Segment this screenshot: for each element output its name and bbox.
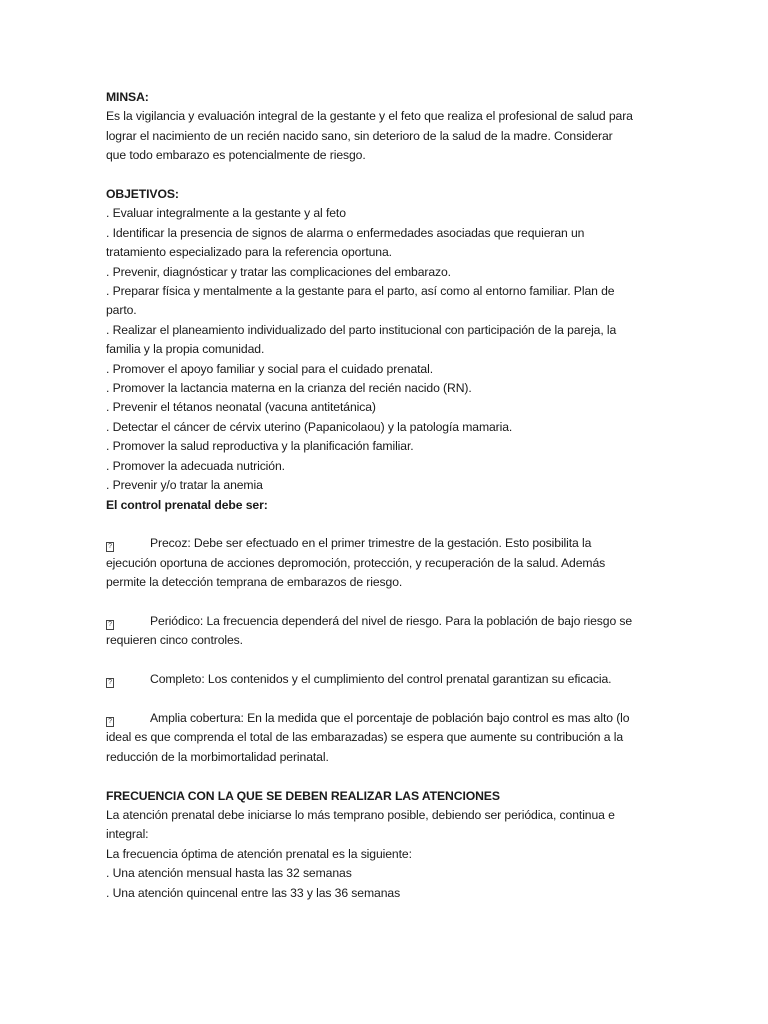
list-item: . Realizar el planeamiento individualizado del parto institucional con participación de la pareja, la bbox=[106, 322, 617, 337]
list-item: parto. bbox=[106, 303, 137, 318]
list-item: . Evaluar integralmente a la gestante y al feto bbox=[106, 206, 346, 221]
control-heading: El control prenatal debe ser: bbox=[106, 497, 268, 512]
list-item: . Una atención quincenal entre las 33 y las 36 semanas bbox=[106, 885, 401, 900]
bullet-text: Periódico: La frecuencia dependerá del nivel de riesgo. Para la población de bajo riesgo se bbox=[150, 613, 633, 628]
spacer bbox=[106, 166, 666, 185]
bullet-paragraph-completo bbox=[106, 670, 666, 689]
paragraph-line: lograr el nacimiento de un recién nacido sano, sin deterioro de la salud de la madre. Considerar bbox=[106, 128, 613, 143]
objetivos-list bbox=[106, 204, 666, 495]
missing-glyph-icon: ? bbox=[106, 717, 114, 727]
bullet-text: Amplia cobertura: En la medida que el porcentaje de población bajo control es mas alto (lo bbox=[150, 710, 630, 725]
spacer bbox=[106, 515, 666, 534]
minsa-paragraph bbox=[106, 107, 666, 165]
list-item: . Promover la lactancia materna en la crianza del recién nacido (RN). bbox=[106, 381, 472, 396]
list-item: . Promover la salud reproductiva y la planificación familiar. bbox=[106, 439, 414, 454]
paragraph-line: ideal es que comprenda el total de las embarazadas) se espera que aumente su contribución a la bbox=[106, 730, 624, 745]
paragraph-line: Es la vigilancia y evaluación integral de la gestante y el feto que realiza el profesional de salud para bbox=[106, 109, 633, 124]
paragraph-line bbox=[106, 534, 666, 553]
paragraph-line bbox=[106, 670, 666, 689]
spacer bbox=[106, 593, 666, 612]
missing-glyph-icon: ? bbox=[106, 678, 114, 688]
bullet-paragraph-periodico bbox=[106, 612, 666, 651]
frecuencia-paragraph bbox=[106, 806, 666, 903]
bullet-text: Completo: Los contenidos y el cumplimiento del control prenatal garantizan su eficacia. bbox=[150, 672, 612, 687]
spacer bbox=[106, 651, 666, 670]
list-item: . Detectar el cáncer de cérvix uterino (Papanicolaou) y la patología mamaria. bbox=[106, 419, 513, 434]
bullet-text: Precoz: Debe ser efectuado en el primer trimestre de la gestación. Esto posibilita la bbox=[150, 536, 592, 551]
spacer bbox=[106, 767, 666, 786]
list-item: . Preparar física y mentalmente a la gestante para el parto, así como al entorno familiar. Plan de bbox=[106, 284, 615, 299]
list-item: familia y la propia comunidad. bbox=[106, 342, 265, 357]
list-item: . Prevenir y/o tratar la anemia bbox=[106, 478, 263, 493]
list-item: . Promover el apoyo familiar y social para el cuidado prenatal. bbox=[106, 361, 433, 376]
list-item: . Identificar la presencia de signos de alarma o enfermedades asociadas que requieran un bbox=[106, 225, 585, 240]
paragraph-line: La frecuencia óptima de atención prenatal es la siguiente: bbox=[106, 846, 412, 861]
list-item: . Prevenir, diagnósticar y tratar las complicaciones del embarazo. bbox=[106, 264, 451, 279]
paragraph-line: permite la detección temprana de embarazos de riesgo. bbox=[106, 575, 403, 590]
paragraph-line: reducción de la morbimortalidad perinatal. bbox=[106, 749, 329, 764]
list-item: . Prevenir el tétanos neonatal (vacuna antitetánica) bbox=[106, 400, 376, 415]
paragraph-line: ejecución oportuna de acciones depromoción, protección, y recuperación de la salud. Además bbox=[106, 555, 606, 570]
missing-glyph-icon: ? bbox=[106, 620, 114, 630]
paragraph-line: requieren cinco controles. bbox=[106, 633, 243, 648]
minsa-heading: MINSA: bbox=[106, 90, 149, 104]
bullet-paragraph-cobertura bbox=[106, 709, 666, 767]
frecuencia-heading: FRECUENCIA CON LA QUE SE DEBEN REALIZAR LAS ATENCIONES bbox=[106, 788, 500, 803]
list-item: tratamiento especializado para la referencia oportuna. bbox=[106, 245, 392, 260]
paragraph-line: integral: bbox=[106, 827, 149, 842]
paragraph-line bbox=[106, 709, 666, 728]
bullet-paragraph-precoz bbox=[106, 534, 666, 592]
spacer bbox=[106, 690, 666, 709]
list-item: . Una atención mensual hasta las 32 semanas bbox=[106, 866, 352, 881]
missing-glyph-icon: ? bbox=[106, 542, 114, 552]
paragraph-line: que todo embarazo es potencialmente de riesgo. bbox=[106, 148, 366, 163]
paragraph-line: La atención prenatal debe iniciarse lo más temprano posible, debiendo ser periódica, continua e bbox=[106, 807, 615, 822]
list-item: . Promover la adecuada nutrición. bbox=[106, 458, 285, 473]
objetivos-heading: OBJETIVOS: bbox=[106, 187, 179, 202]
paragraph-line bbox=[106, 612, 666, 631]
document-page bbox=[106, 88, 666, 903]
